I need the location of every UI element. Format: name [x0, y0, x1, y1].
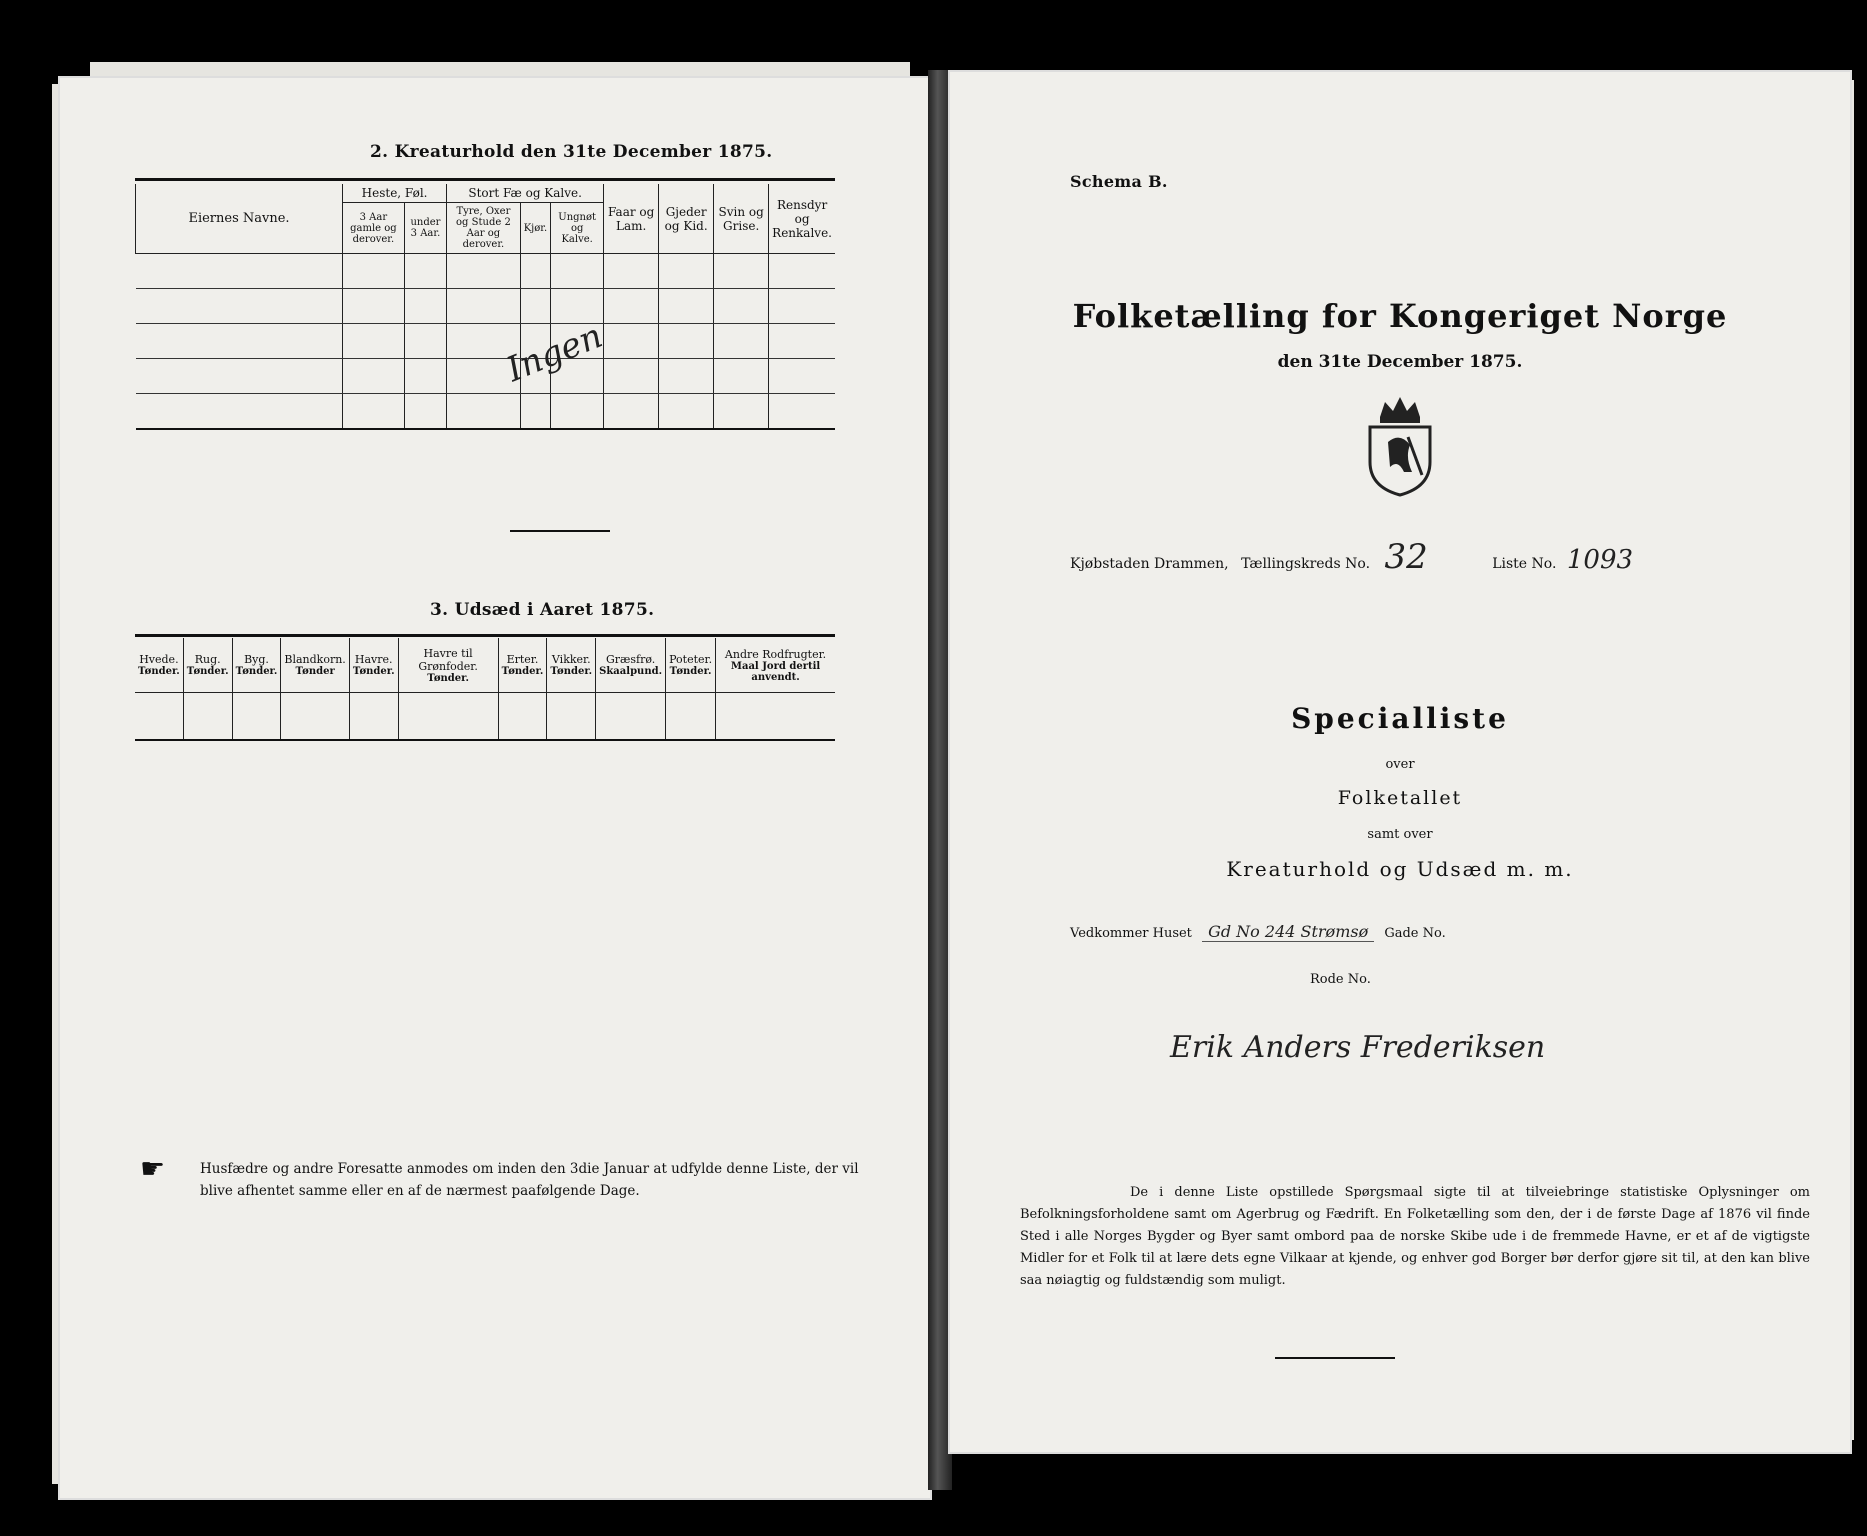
samt-over-label: samt over — [1367, 827, 1433, 842]
crop-name: Græsfrø. — [605, 653, 656, 666]
crop-header — [281, 638, 349, 693]
specialliste-title: Specialliste — [1291, 702, 1509, 735]
gade-label: Gade No. — [1384, 926, 1446, 941]
crop-value-cell — [596, 693, 666, 741]
left-page — [60, 78, 930, 1498]
crop-header — [398, 638, 498, 693]
crop-value-cell — [547, 693, 596, 741]
crop-value-cell — [183, 693, 232, 741]
explanation-paragraph: De i denne Liste opstillede Spørgsmaal sigte til at tilveiebringe statistiske Oplysninger om Befolkningsforholdene samt om Agerbrug og Fædrift. En Folketælling som den, der i de første Dage af 1876 vil finde Sted i alle Norges Bygder og Byer samt ombord paa de norske Skibe ude i de fremmede Havne, er et af de vigtigste Midler for et Folk til at lære dets egne Vilkaar at kjende, og enhver god Borger bør derfor gjøre sit til, at den kan blive saa nøiagtig og fuldstændig som muligt. — [1020, 1185, 1810, 1288]
crop-name: Havre. — [354, 653, 393, 666]
cattle-col-cows: Kjør. — [520, 203, 550, 254]
sowing-table — [135, 638, 835, 741]
crop-header — [183, 638, 232, 693]
section2-title: 2. Kreaturhold den 31te December 1875. — [370, 142, 773, 162]
city-line — [1070, 537, 1633, 577]
crop-header — [547, 638, 596, 693]
horse-col-young: under 3 Aar. — [404, 203, 446, 254]
section3-title: 3. Udsæd i Aaret 1875. — [430, 600, 655, 620]
crop-header — [349, 638, 398, 693]
crop-value-cell — [716, 693, 835, 741]
notice-text: Husfædre og andre Foresatte anmodes om inden den 3die Januar at udfylde denne Liste, der vil blive afhentet samme eller en af de nærmest paafølgende Dage. — [200, 1161, 859, 1199]
crop-name: Byg. — [244, 653, 269, 666]
house-line — [1070, 922, 1446, 941]
cattle-header: Stort Fæ og Kalve. — [447, 184, 604, 203]
goats-header: Gjeder og Kid. — [659, 184, 714, 254]
livestock-table — [135, 184, 835, 430]
crop-unit: Tønder. — [352, 666, 395, 677]
cattle-col-calves: Ungnøt og Kalve. — [551, 203, 604, 254]
kreaturhold-label: Kreaturhold og Udsæd m. m. — [1226, 857, 1574, 881]
crop-header — [666, 638, 716, 693]
crop-name: Poteter. — [669, 653, 713, 666]
crop-value-cell — [398, 693, 498, 741]
house-value: Gd No 244 Strømsø — [1202, 922, 1374, 942]
main-title: Folketælling for Kongeriget Norge — [1072, 297, 1728, 335]
crop-unit: Tønder. — [186, 666, 229, 677]
crop-header — [716, 638, 835, 693]
schema-label: Schema B. — [1070, 172, 1168, 191]
city-label: Kjøbstaden Drammen, — [1070, 556, 1229, 572]
list-number: 1093 — [1566, 545, 1634, 575]
crop-unit: Tønder. — [501, 666, 544, 677]
crop-header — [232, 638, 281, 693]
crop-value-cell — [281, 693, 349, 741]
divider — [510, 530, 610, 532]
crop-value-cell — [498, 693, 547, 741]
reindeer-header: Rensdyr og Renkalve. — [769, 184, 835, 254]
crop-unit: Tønder. — [138, 666, 180, 677]
house-label: Vedkommer Huset — [1070, 926, 1192, 941]
crop-header — [498, 638, 547, 693]
crop-name: Blandkorn. — [284, 653, 346, 666]
over-label: over — [1385, 757, 1415, 772]
crop-name: Havre til Grønfoder. — [418, 646, 478, 673]
crop-name: Rug. — [194, 653, 221, 666]
crop-unit: Maal Jord dertil anvendt. — [730, 660, 821, 683]
livestock-handwriting: Ingen — [501, 315, 609, 391]
crop-value-cell — [666, 693, 716, 741]
crop-value-cell — [135, 693, 183, 741]
district-label: Tællingskreds No. — [1241, 556, 1371, 572]
signature: Erik Anders Frederiksen — [1170, 1030, 1546, 1065]
crop-value-cell — [232, 693, 281, 741]
rode-label: Rode No. — [1310, 972, 1371, 987]
right-page — [950, 72, 1850, 1452]
crop-header — [135, 638, 183, 693]
sheep-header: Faar og Lam. — [604, 184, 659, 254]
crop-unit: Tønder. — [235, 666, 278, 677]
rule — [135, 178, 835, 181]
crop-name: Vikker. — [551, 653, 591, 666]
census-date: den 31te December 1875. — [1277, 352, 1523, 372]
crop-header — [596, 638, 666, 693]
crop-value-cell — [349, 693, 398, 741]
crop-name: Hvede. — [139, 653, 179, 666]
page-edge-top — [90, 62, 910, 78]
crop-name: Andre Rodfrugter. — [724, 647, 827, 661]
crop-unit: Tønder. — [427, 672, 469, 684]
crop-unit: Tønder — [295, 666, 335, 677]
coat-of-arms-icon — [1360, 387, 1440, 497]
divider — [1275, 1357, 1395, 1359]
rule — [135, 634, 835, 637]
pointing-hand-icon: ☛ — [140, 1152, 166, 1185]
crop-unit: Skaalpund. — [599, 666, 663, 677]
pigs-header: Svin og Grise. — [714, 184, 769, 254]
cattle-col-bulls: Tyre, Oxer og Stude 2 Aar og derover. — [447, 203, 521, 254]
crop-unit: Tønder. — [550, 666, 593, 677]
list-label: Liste No. — [1492, 556, 1557, 572]
horse-col-adult: 3 Aar gamle og derover. — [343, 203, 405, 254]
district-number: 32 — [1384, 537, 1428, 577]
crop-unit: Tønder. — [669, 666, 712, 677]
book-spine — [928, 70, 952, 1490]
horses-header: Heste, Føl. — [343, 184, 447, 203]
crop-name: Erter. — [506, 653, 539, 666]
owners-header: Eiernes Navne. — [136, 184, 343, 254]
folketallet-label: Folketallet — [1337, 787, 1463, 809]
